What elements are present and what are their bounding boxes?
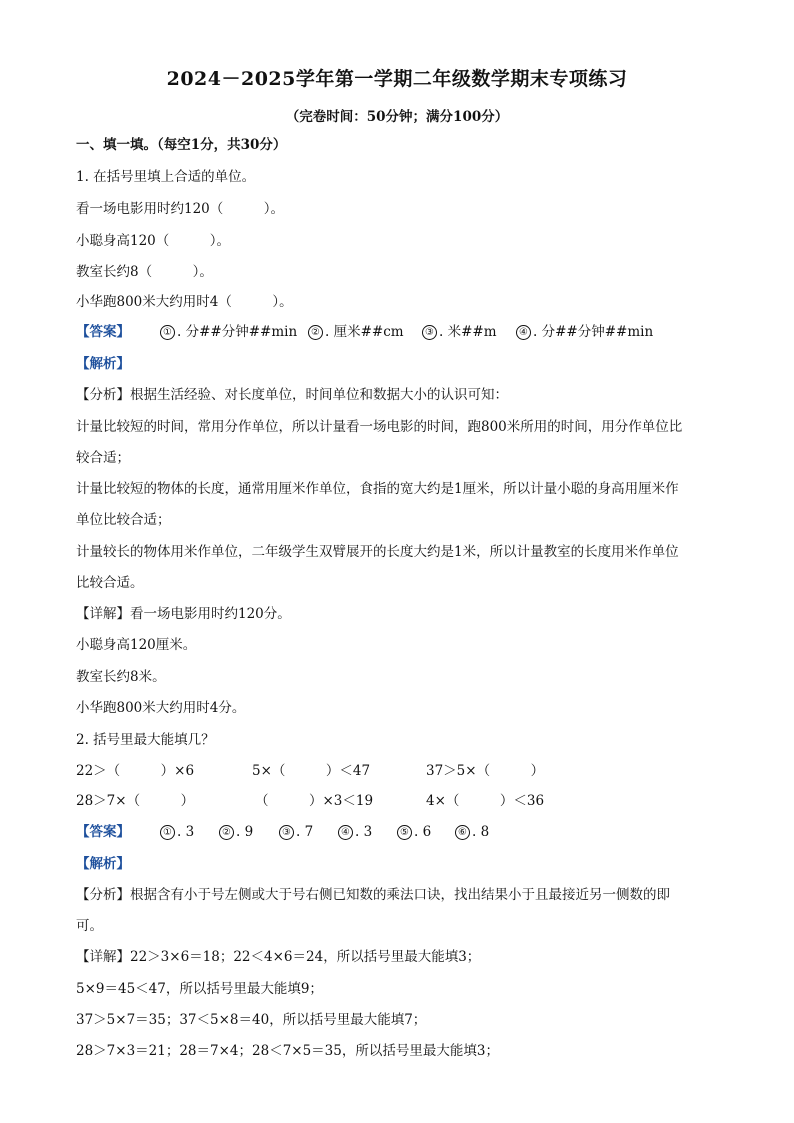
inequality-item: （ ）×3＜19 xyxy=(255,793,374,809)
analysis-line: 比较合适。 xyxy=(76,575,144,591)
inequality-item: 28＞7×（ ） xyxy=(76,793,195,809)
circled-number: ④ xyxy=(338,825,353,840)
answer-item: ④ . 3 xyxy=(338,823,372,841)
circled-number: ① xyxy=(160,325,175,340)
answer-label: 【答案】 xyxy=(76,324,130,340)
analysis-label: 【解析】 xyxy=(76,356,130,372)
detail-line: 28＞7×3＝21；28＝7×4；28＜7×5＝35，所以括号里最大能填3； xyxy=(76,1043,499,1059)
inequality-item: 37＞5×（ ） xyxy=(426,763,545,779)
question-2-stem: 2. 括号里最大能填几？ xyxy=(76,732,215,748)
question-1-line: 看一场电影用时约120（ ）。 xyxy=(76,201,285,217)
inequality-item: 5×（ ）＜47 xyxy=(252,763,371,779)
question-1-line: 小华跑800米大约用时4（ ）。 xyxy=(76,294,293,310)
detail-line: 小华跑800米大约用时4分。 xyxy=(76,700,246,716)
question-1-line: 教室长约8（ ）。 xyxy=(76,264,213,280)
answer-item: ① . 3 xyxy=(160,823,194,841)
page-title: 2024－2025学年第一学期二年级数学期末专项练习 xyxy=(166,68,628,90)
analysis-line: 【分析】根据含有小于号左侧或大于号右侧已知数的乘法口诀，找出结果小于且最接近另一侧数的即 xyxy=(76,887,670,903)
analysis-line: 较合适； xyxy=(76,450,130,466)
circled-number: ① xyxy=(160,825,175,840)
circled-number: ⑤ xyxy=(397,825,412,840)
answer-item: ⑥ . 8 xyxy=(455,823,489,841)
circled-number: ② xyxy=(308,325,323,340)
inequality-item: 22＞（ ）×6 xyxy=(76,763,195,779)
circled-number: ② xyxy=(219,825,234,840)
question-1-line: 小聪身高120（ ）。 xyxy=(76,233,231,249)
detail-line: 小聪身高120厘米。 xyxy=(76,637,197,653)
analysis-line: 计量比较短的时间，常用分作单位，所以计量看一场电影的时间，跑800米所用的时间，用分作单位比 xyxy=(76,419,683,435)
detail-line: 37＞5×7＝35；37＜5×8＝40，所以括号里最大能填7； xyxy=(76,1012,427,1028)
answer-item: ③ . 7 xyxy=(279,823,313,841)
detail-line: 【详解】看一场电影用时约120分。 xyxy=(76,606,291,622)
answer-label: 【答案】 xyxy=(76,824,130,840)
circled-number: ④ xyxy=(516,325,531,340)
answer-item: ② . 9 xyxy=(219,823,253,841)
answer-item: ② . 厘米##cm xyxy=(308,323,404,341)
circled-number: ⑥ xyxy=(455,825,470,840)
answer-item: ③ . 米##m xyxy=(422,323,497,341)
analysis-line: 单位比较合适； xyxy=(76,512,171,528)
analysis-line: 计量较长的物体用米作单位，二年级学生双臂展开的长度大约是1米，所以计量教室的长度用米作单位 xyxy=(76,544,679,560)
answer-item: ① . 分##分钟##min xyxy=(160,323,297,341)
analysis-label: 【解析】 xyxy=(76,856,130,872)
question-1-stem: 1. 在括号里填上合适的单位。 xyxy=(76,169,256,185)
analysis-line: 【分析】根据生活经验、对长度单位，时间单位和数据大小的认识可知： xyxy=(76,387,508,403)
section-heading: 一、填一填。（每空1分，共30分） xyxy=(76,137,287,153)
detail-line: 5×9＝45＜47，所以括号里最大能填9； xyxy=(76,981,323,997)
page-subtitle: （完卷时间：50分钟；满分100分） xyxy=(285,109,509,125)
answer-item: ⑤ . 6 xyxy=(397,823,431,841)
detail-line: 【详解】22＞3×6＝18；22＜4×6＝24，所以括号里最大能填3； xyxy=(76,949,481,965)
inequality-item: 4×（ ）＜36 xyxy=(426,793,545,809)
circled-number: ③ xyxy=(422,325,437,340)
detail-line: 教室长约8米。 xyxy=(76,669,166,685)
circled-number: ③ xyxy=(279,825,294,840)
analysis-line: 可。 xyxy=(76,918,103,934)
analysis-line: 计量比较短的物体的长度，通常用厘米作单位，食指的宽大约是1厘米，所以计量小聪的身高用厘米作 xyxy=(76,481,679,497)
answer-item: ④ . 分##分钟##min xyxy=(516,323,653,341)
